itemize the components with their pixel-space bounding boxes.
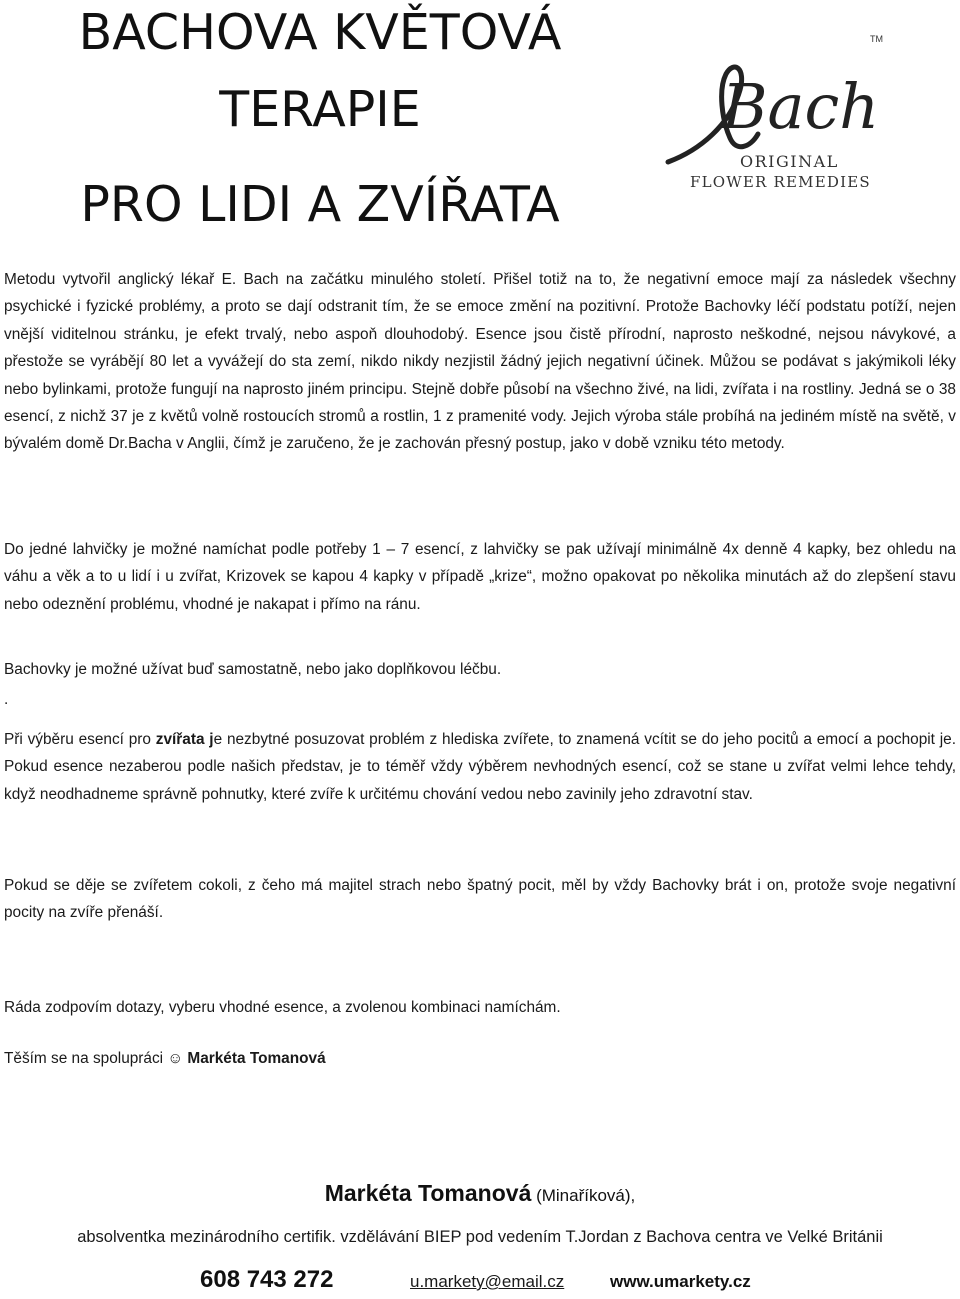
title-line-3: PRO LIDI A ZVÍŘATA xyxy=(80,176,560,233)
logo-script: Bach xyxy=(722,70,880,143)
animals-text-start: Při výběru esencí pro xyxy=(4,731,156,748)
paragraph-offer: Ráda zodpovím dotazy, vyberu vhodné esence, a zvolenou kombinaci namíchám. xyxy=(4,999,561,1016)
paragraph-usage: Bachovky je možné užívat buď samostatně, nebo jako doplňkovou léčbu. xyxy=(4,661,502,678)
paragraph-greeting xyxy=(4,1045,956,1072)
phone-number[interactable]: 608 743 272 xyxy=(200,1266,334,1293)
greeting-text: Těším se na spolupráci ☺ xyxy=(4,1050,188,1067)
footer-name-main: Markéta Tomanová xyxy=(324,1180,532,1206)
title-line-2: TERAPIE xyxy=(219,81,421,138)
footer-certificate: absolventka mezinárodního certifik. vzdělávání BIEP pod vedením T.Jordan z Bachova centra ve Velké Británii xyxy=(77,1228,883,1246)
logo-tm: TM xyxy=(870,34,883,44)
greeting-signature: Markéta Tomanová xyxy=(187,1050,326,1067)
logo-line-2: FLOWER REMEDIES xyxy=(690,173,871,191)
footer-name xyxy=(0,1180,960,1207)
paragraph-dosage: Do jedné lahvičky je možné namíchat podle potřeby 1 – 7 esencí, z lahvičky se pak užívají minimálně 4x denně 4 kapky, bez ohledu na váhu a věk a to u lidí i u zvířat, Krizovek se kapou 4 kapky v případě „krize“, možno opakovat po několika minutách až do zlepšení stavu nebo odeznění problému, vhodné je nakapat i přímo na ránu. xyxy=(4,541,956,613)
logo-line-1: ORIGINAL xyxy=(740,152,839,171)
website-link[interactable]: www.umarkety.cz xyxy=(610,1272,751,1291)
paragraph-owner: Pokud se děje se zvířetem cokoli, z čeho má majitel strach nebo špatný pocit, měl by vždy Bachovky brát i on, protože svoje negativní pocity na zvíře přenáší. xyxy=(4,877,956,922)
title-line-1: BACHOVA KVĚTOVÁ xyxy=(78,4,562,61)
bach-logo xyxy=(660,30,890,200)
paragraph-intro: Metodu vytvořil anglický lékař E. Bach na začátku minulého století. Přišel totiž na to, že negativní emoce mají za následek všechny psychické i fyzické problémy, a proto se dají odstranit tím, že se emoce změní na pozitivní. Protože Bachovky léčí podstatu potíží, nejen vnější viditelnou stránku, je efekt trvalý, nebo aspoň dlouhodobý. Esence jsou čistě přírodní, naprosto neškodné, nejsou návykové, a přestože se vyrábějí 80 let a vyvážejí do sta zemí, nikdo nikdy nezjistil žádný jejich negativní účinek. Můžou se podávat s jakýmikoli léky nebo bylinkami, protože fungují na naprosto jiném principu. Stejně dobře působí na všechno živé, na lidi, zvířata i na rostliny. Jedná se o 38 esencí, z nichž 37 je z květů volně rostoucích stromů a rostlin, 1 z pramenité vody. Jejich výroba stále probíhá na jediném místě na světě, v bývalém domě Dr.Bacha v Anglii, čímž je zaručeno, že je zachován přesný postup, jako v době vzniku této metody. xyxy=(4,271,956,453)
animals-text-rest: e nezbytné posuzovat problém z hlediska zvířete, to znamená vcítit se do jeho pocitů a emocí a pochopit je. Pokud esence nezaberou podle našich představ, je to téměř vždy výběrem nevhodných esencí, což se stane u zvířat velmi lehce tehdy, když neodhadneme správně pohnutky, které zvíře k určitému chování vedou nebo zavinily jeho zdravotní stav. xyxy=(4,731,956,803)
animals-emphasis: zvířata j xyxy=(155,731,214,748)
paragraph-dot: . xyxy=(4,691,9,708)
email-link[interactable]: u.markety@email.cz xyxy=(410,1272,565,1291)
contact-row xyxy=(0,1266,960,1296)
footer-maiden-name: (Minaříková), xyxy=(531,1186,636,1205)
paragraph-animals xyxy=(4,726,956,808)
